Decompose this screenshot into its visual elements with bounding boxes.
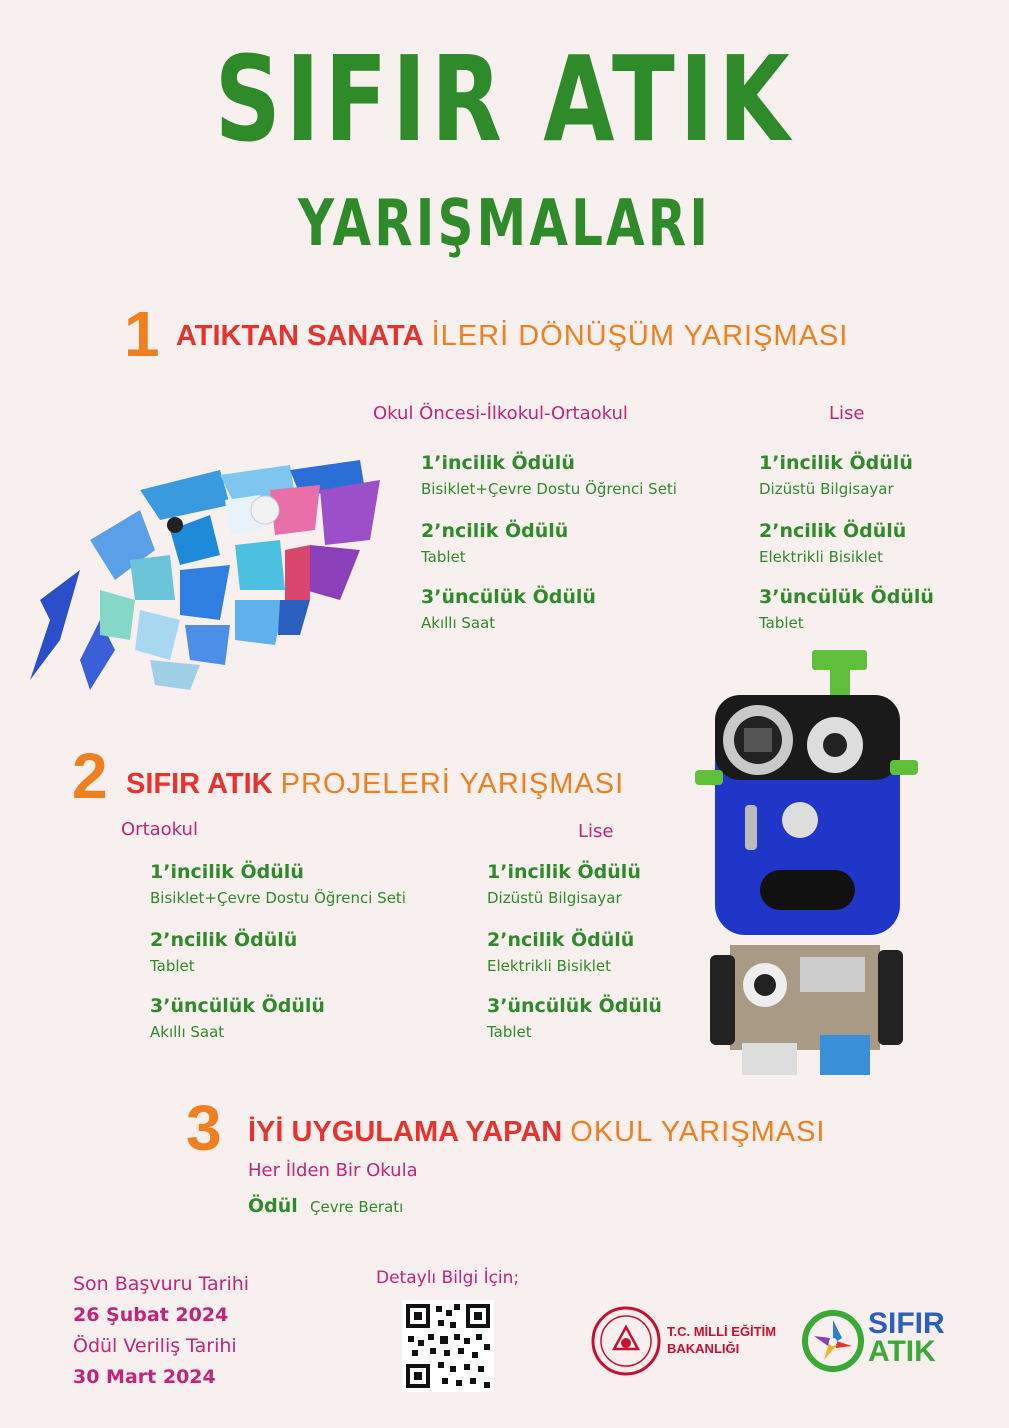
- section3-title: [248, 1118, 826, 1147]
- plastic-fish-illustration: [20, 450, 400, 710]
- award-date: 30 Mart 2024: [73, 1366, 216, 1388]
- section3-title-bold: İYİ UYGULAMA YAPAN: [248, 1116, 563, 1148]
- section3-number: 3: [186, 1092, 222, 1164]
- ministry-line1: T.C. MİLLİ EĞİTİM: [667, 1324, 777, 1339]
- prize-title: 3’üncülük Ödülü: [487, 995, 662, 1017]
- main-title: SIFIR ATIK: [214, 30, 795, 168]
- dates-block: [73, 1269, 249, 1393]
- prize-title: 2’ncilik Ödülü: [487, 929, 635, 951]
- prize-title: 1’incilik Ödülü: [759, 452, 913, 474]
- prize-title: 2’ncilik Ödülü: [759, 520, 907, 542]
- section3-prize-value: Çevre Beratı: [310, 1198, 404, 1216]
- section2-right-prizes: [487, 861, 662, 1041]
- section1-left-category: Okul Öncesi-İlkokul-Ortaokul: [373, 403, 628, 424]
- prize-title: 1’incilik Ödülü: [150, 861, 304, 883]
- sifir-atik-logo-icon: [802, 1310, 864, 1372]
- section3-subtitle: Her İlden Bir Okula: [248, 1160, 418, 1181]
- section1-number: 1: [124, 298, 160, 370]
- prize-reward: Tablet: [759, 614, 804, 632]
- logo-line1: SIFIR: [868, 1307, 945, 1340]
- prize-reward: Elektrikli Bisiklet: [759, 548, 883, 566]
- prize-reward: Dizüstü Bilgisayar: [759, 480, 894, 498]
- prize-reward: Akıllı Saat: [150, 1023, 225, 1041]
- ministry-name: [667, 1323, 776, 1357]
- section3-title-light: OKUL YARIŞMASI: [570, 1116, 826, 1148]
- deadline-label: Son Başvuru Tarihi: [73, 1273, 250, 1295]
- section1-right-category: Lise: [829, 403, 865, 424]
- prize-title: 1’incilik Ödülü: [421, 452, 575, 474]
- deadline-date: 26 Şubat 2024: [73, 1304, 229, 1326]
- section2-number: 2: [72, 740, 108, 812]
- section2-left-prizes: [150, 861, 406, 1041]
- prize-reward: Bisiklet+Çevre Dostu Öğrenci Seti: [150, 889, 406, 907]
- prize-reward: Akıllı Saat: [421, 614, 496, 632]
- section2-right-category: Lise: [578, 821, 614, 842]
- upcycled-robot-illustration: [690, 645, 940, 1085]
- prize-reward: Tablet: [150, 957, 195, 975]
- prize-title: 2’ncilik Ödülü: [150, 929, 298, 951]
- section2-title-light: PROJELERİ YARIŞMASI: [280, 768, 625, 800]
- logo-line2: ATIK: [868, 1335, 936, 1368]
- prize-reward: Tablet: [487, 1023, 532, 1041]
- prize-title: 3’üncülük Ödülü: [759, 586, 934, 608]
- prize-reward: Bisiklet+Çevre Dostu Öğrenci Seti: [421, 480, 677, 498]
- prize-reward: Dizüstü Bilgisayar: [487, 889, 622, 907]
- section2-title-bold: SIFIR ATIK: [126, 768, 273, 800]
- prize-reward: Elektrikli Bisiklet: [487, 957, 611, 975]
- qr-code[interactable]: [402, 1300, 494, 1392]
- main-subtitle: YARIŞMALARI: [297, 187, 712, 261]
- section1-title-bold: ATIKTAN SANATA: [176, 320, 424, 352]
- prize-title: 3’üncülük Ödülü: [421, 586, 596, 608]
- sifir-atik-logo-text: [868, 1307, 945, 1368]
- award-date-label: Ödül Veriliş Tarihi: [73, 1335, 237, 1357]
- section2-left-category: Ortaokul: [121, 819, 198, 840]
- section1-left-prizes: [421, 452, 677, 632]
- prize-title: 1’incilik Ödülü: [487, 861, 641, 883]
- section1-title: [176, 322, 848, 351]
- info-label: Detaylı Bilgi İçin;: [376, 1268, 520, 1288]
- prize-reward: Tablet: [421, 548, 466, 566]
- prize-title: 2’ncilik Ödülü: [421, 520, 569, 542]
- prize-title: 3’üncülük Ödülü: [150, 995, 325, 1017]
- ministry-emblem-icon: [590, 1305, 662, 1377]
- ministry-line2: BAKANLIĞI: [667, 1341, 740, 1356]
- section2-title: [126, 770, 624, 799]
- section1-right-prizes: [759, 452, 934, 632]
- section3-prize-label: Ödül: [248, 1195, 298, 1217]
- section1-title-light: İLERİ DÖNÜŞÜM YARIŞMASI: [431, 320, 849, 352]
